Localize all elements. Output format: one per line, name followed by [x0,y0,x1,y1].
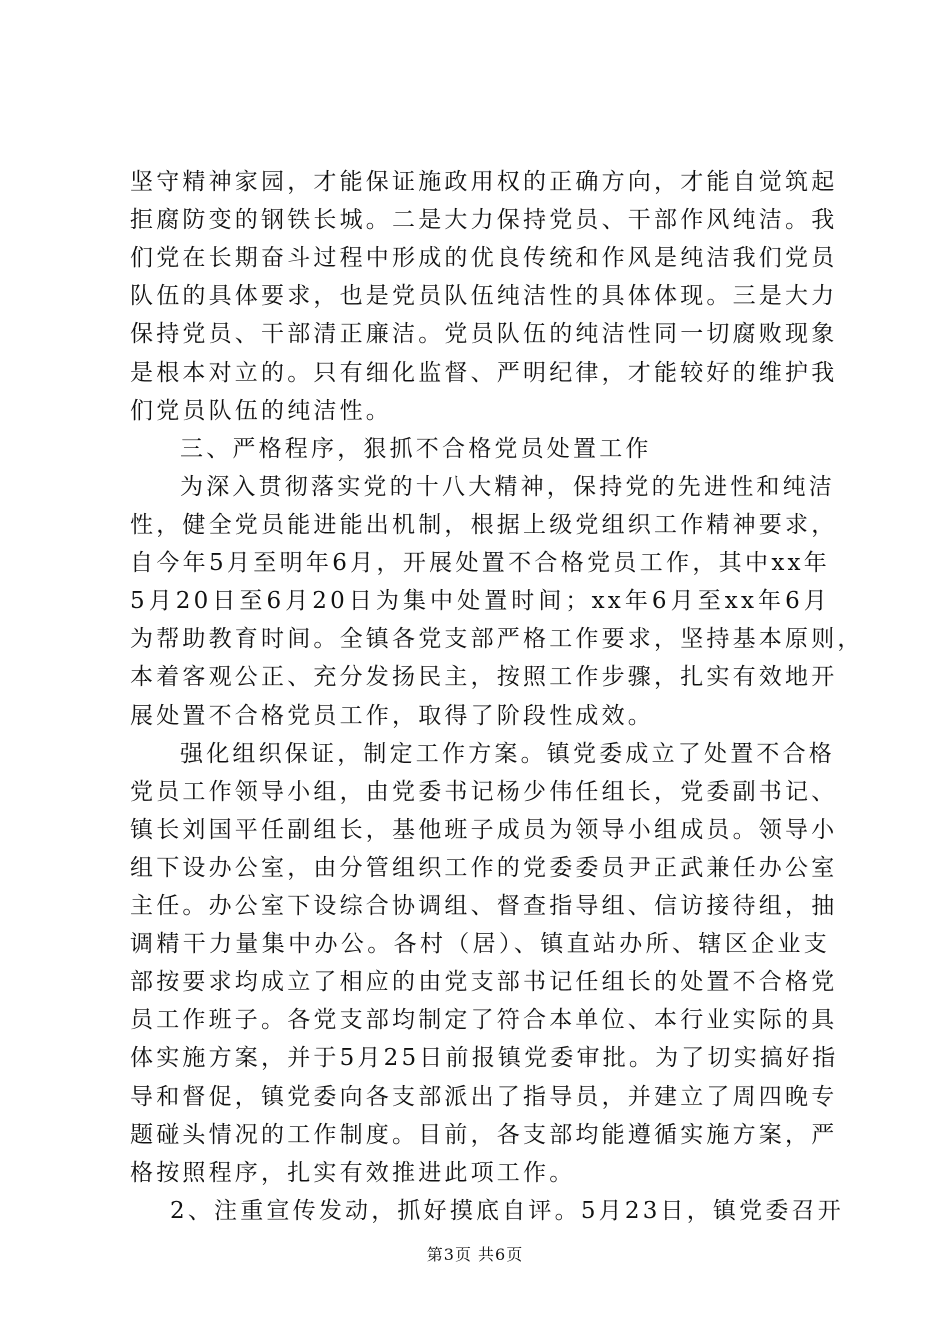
text-line: 镇长刘国平任副组长，基他班子成员为领导小组成员。领导小 [130,816,838,843]
text-line: 为深入贯彻落实党的十八大精神，保持党的先进性和纯洁 [180,473,835,500]
text-line: 拒腐防变的钢铁长城。二是大力保持党员、干部作风纯洁。我 [130,207,838,234]
text-line: 5月20日至6月20日为集中处置时间；xx年6月至xx年6月 [130,588,830,615]
text-line: 强化组织保证，制定工作方案。镇党委成立了处置不合格 [180,740,835,767]
section-heading: 三、严格程序，狠抓不合格党员处置工作 [180,435,652,462]
text-line: 题碰头情况的工作制度。目前，各支部均能遵循实施方案，严 [130,1121,838,1148]
text-line: 是根本对立的。只有细化监督、严明纪律，才能较好的维护我 [130,359,838,386]
text-line: 员工作班子。各党支部均制定了符合本单位、本行业实际的具 [130,1007,838,1034]
text-line: 格按照程序，扎实有效推进此项工作。 [130,1159,576,1186]
text-line: 组下设办公室，由分管组织工作的党委委员尹正武兼任办公室 [130,854,838,881]
text-line: 体实施方案，并于5月25日前报镇党委审批。为了切实搞好指 [130,1045,839,1072]
text-line: 保持党员、干部清正廉洁。党员队伍的纯洁性同一切腐败现象 [130,321,838,348]
text-line: 性，健全党员能进能出机制，根据上级党组织工作精神要求， [130,511,838,538]
text-line: 导和督促，镇党委向各支部派出了指导员，并建立了周四晚专 [130,1083,838,1110]
text-line: 调精干力量集中办公。各村（居）、镇直站办所、辖区企业支 [130,931,830,958]
text-line: 们党员队伍的纯洁性。 [130,397,392,424]
text-line: 队伍的具体要求，也是党员队伍纯洁性的具体体现。三是大力 [130,283,838,310]
text-line: 党员工作领导小组，由党委书记杨少伟任组长，党委副书记、 [130,778,838,805]
text-line: 们党在长期奋斗过程中形成的优良传统和作风是纯洁我们党员 [130,245,838,272]
text-line: 本着客观公正、充分发扬民主，按照工作步骤，扎实有效地开 [130,664,838,691]
text-line: 坚守精神家园，才能保证施政用权的正确方向，才能自觉筑起 [130,169,838,195]
text-line: 主任。办公室下设综合协调组、督查指导组、信访接待组，抽 [130,893,838,920]
page-footer: 第3页 共6页 [426,1245,524,1264]
text-line: 展处置不合格党员工作，取得了阶段性成效。 [130,702,654,729]
text-line: 部按要求均成立了相应的由党支部书记任组长的处置不合格党 [130,969,838,996]
text-line: 为帮助教育时间。全镇各党支部严格工作要求，坚持基本原则， [130,626,864,653]
text-line: 自今年5月至明年6月，开展处置不合格党员工作，其中xx年 [130,550,830,577]
text-line: 2、注重宣传发动，抓好摸底自评。5月23日，镇党委召开 [170,1197,844,1224]
